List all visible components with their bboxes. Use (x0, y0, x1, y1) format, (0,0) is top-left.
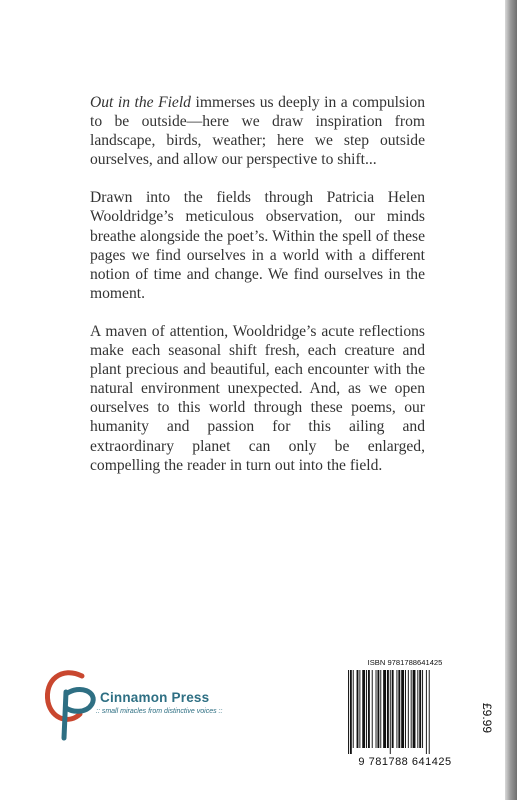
barcode-bar (426, 670, 427, 754)
publisher-name: Cinnamon Press (100, 690, 210, 705)
barcode-bar (377, 670, 379, 748)
price-text: £9.99 (480, 702, 494, 734)
barcode-bar (422, 670, 423, 748)
blurb-paragraph-3: A maven of attention, Wooldridge’s acute reflections make each seasonal shift fresh, each creature and plant precious and beautiful, each encounter with the natural environment unexpected. And, as we open ourselves to this world through these poems, our humanity and passion for this ailing and extraordinary planet can only be enlarged, compelling the reader in turn out into the field. (90, 322, 425, 474)
blurb-paragraph-2: Drawn into the fields through Patricia Helen Wooldridge’s meticulous observation, our minds breathe alongside the poet’s. Within the spell of these pages we find ourselves in a world with a different notion of time and change. We find ourselves in the moment. (90, 189, 425, 302)
barcode-bar (350, 670, 352, 754)
barcode-bar (387, 670, 389, 748)
barcode-bar (359, 670, 360, 748)
barcode-bar (380, 670, 381, 748)
publisher-tagline: :: small miracles from distinctive voices :: (96, 708, 223, 715)
barcode-bar (390, 670, 391, 754)
isbn-digits: 9 781788 641425 (358, 756, 452, 768)
barcode-bar (396, 670, 397, 748)
barcode-bar (408, 670, 409, 748)
barcode-bar (357, 670, 359, 748)
barcode-bar (392, 670, 394, 748)
barcode-bar (398, 670, 400, 748)
barcode-bar (405, 670, 406, 748)
publisher-logo (40, 662, 270, 742)
barcode-bar (383, 670, 386, 748)
barcode-bar (417, 670, 418, 748)
barcode-bar (368, 670, 370, 748)
barcode-bar (348, 670, 349, 754)
barcode-bar (413, 670, 416, 748)
barcode-bar (362, 670, 365, 748)
barcode-bar (429, 670, 430, 754)
book-title: Out in the Field (90, 94, 191, 111)
barcode-bar (372, 670, 373, 748)
blurb-paragraph-1-rest: immerses us deeply in a compulsion to be outside—here we draw inspiration from landscape, birds, weather; here we step outside ourselves, and allow our perspective to shift... (90, 94, 425, 169)
barcode-bar (419, 670, 421, 748)
price-label (474, 668, 500, 768)
barcode-bar (366, 670, 367, 748)
spine-edge (505, 0, 517, 800)
barcode-bar (353, 670, 354, 748)
cinnamon-press-logo-icon (40, 662, 104, 742)
isbn-label: ISBN 9781788641425 (367, 658, 443, 667)
blurb-paragraph-1 (90, 93, 425, 169)
barcode (342, 658, 468, 772)
barcode-bars (346, 670, 466, 754)
barcode-bar (401, 670, 404, 748)
barcode-bar (411, 670, 412, 748)
barcode-bar (376, 670, 377, 748)
blurb-text (90, 93, 425, 494)
